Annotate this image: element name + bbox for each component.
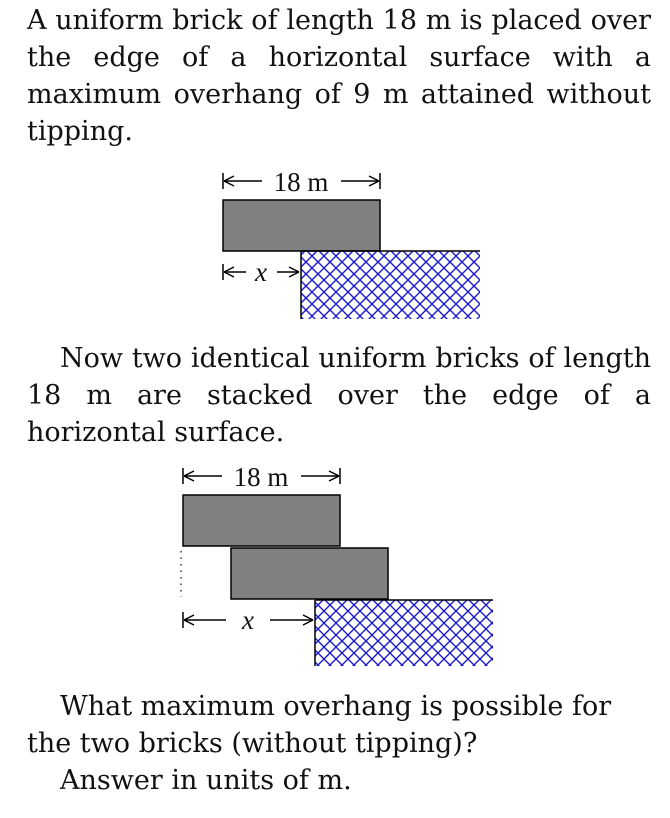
brick-length-label: 18 m bbox=[233, 462, 289, 492]
problem-setup-text: Now two identical uniform bricks of length 18 m are stacked over the edge of a horizontal surface. bbox=[27, 343, 651, 448]
brick-length-dimension bbox=[223, 167, 380, 197]
brick-length-dimension bbox=[183, 462, 340, 492]
problem-intro-text: A uniform brick of length 18 m is placed over the edge of a horizontal surface with a maximum overhang of 9 m attained without tipping. bbox=[27, 5, 651, 147]
overhang-dimension bbox=[183, 605, 313, 635]
overhang-dimension bbox=[223, 257, 299, 287]
bottom-brick bbox=[231, 548, 388, 599]
single-brick-diagram bbox=[0, 160, 670, 325]
problem-question-text: What maximum overhang is possible for the two bricks (without tipping)? bbox=[27, 691, 612, 759]
horizontal-surface bbox=[301, 251, 480, 319]
two-brick-stack-diagram bbox=[0, 455, 670, 670]
answer-units-text: Answer in units of m. bbox=[60, 765, 352, 796]
horizontal-surface bbox=[315, 600, 493, 666]
brick-length-label: 18 m bbox=[273, 167, 329, 197]
top-brick bbox=[183, 495, 340, 546]
brick bbox=[223, 200, 380, 251]
overhang-label: x bbox=[242, 605, 254, 635]
overhang-label: x bbox=[255, 257, 267, 287]
